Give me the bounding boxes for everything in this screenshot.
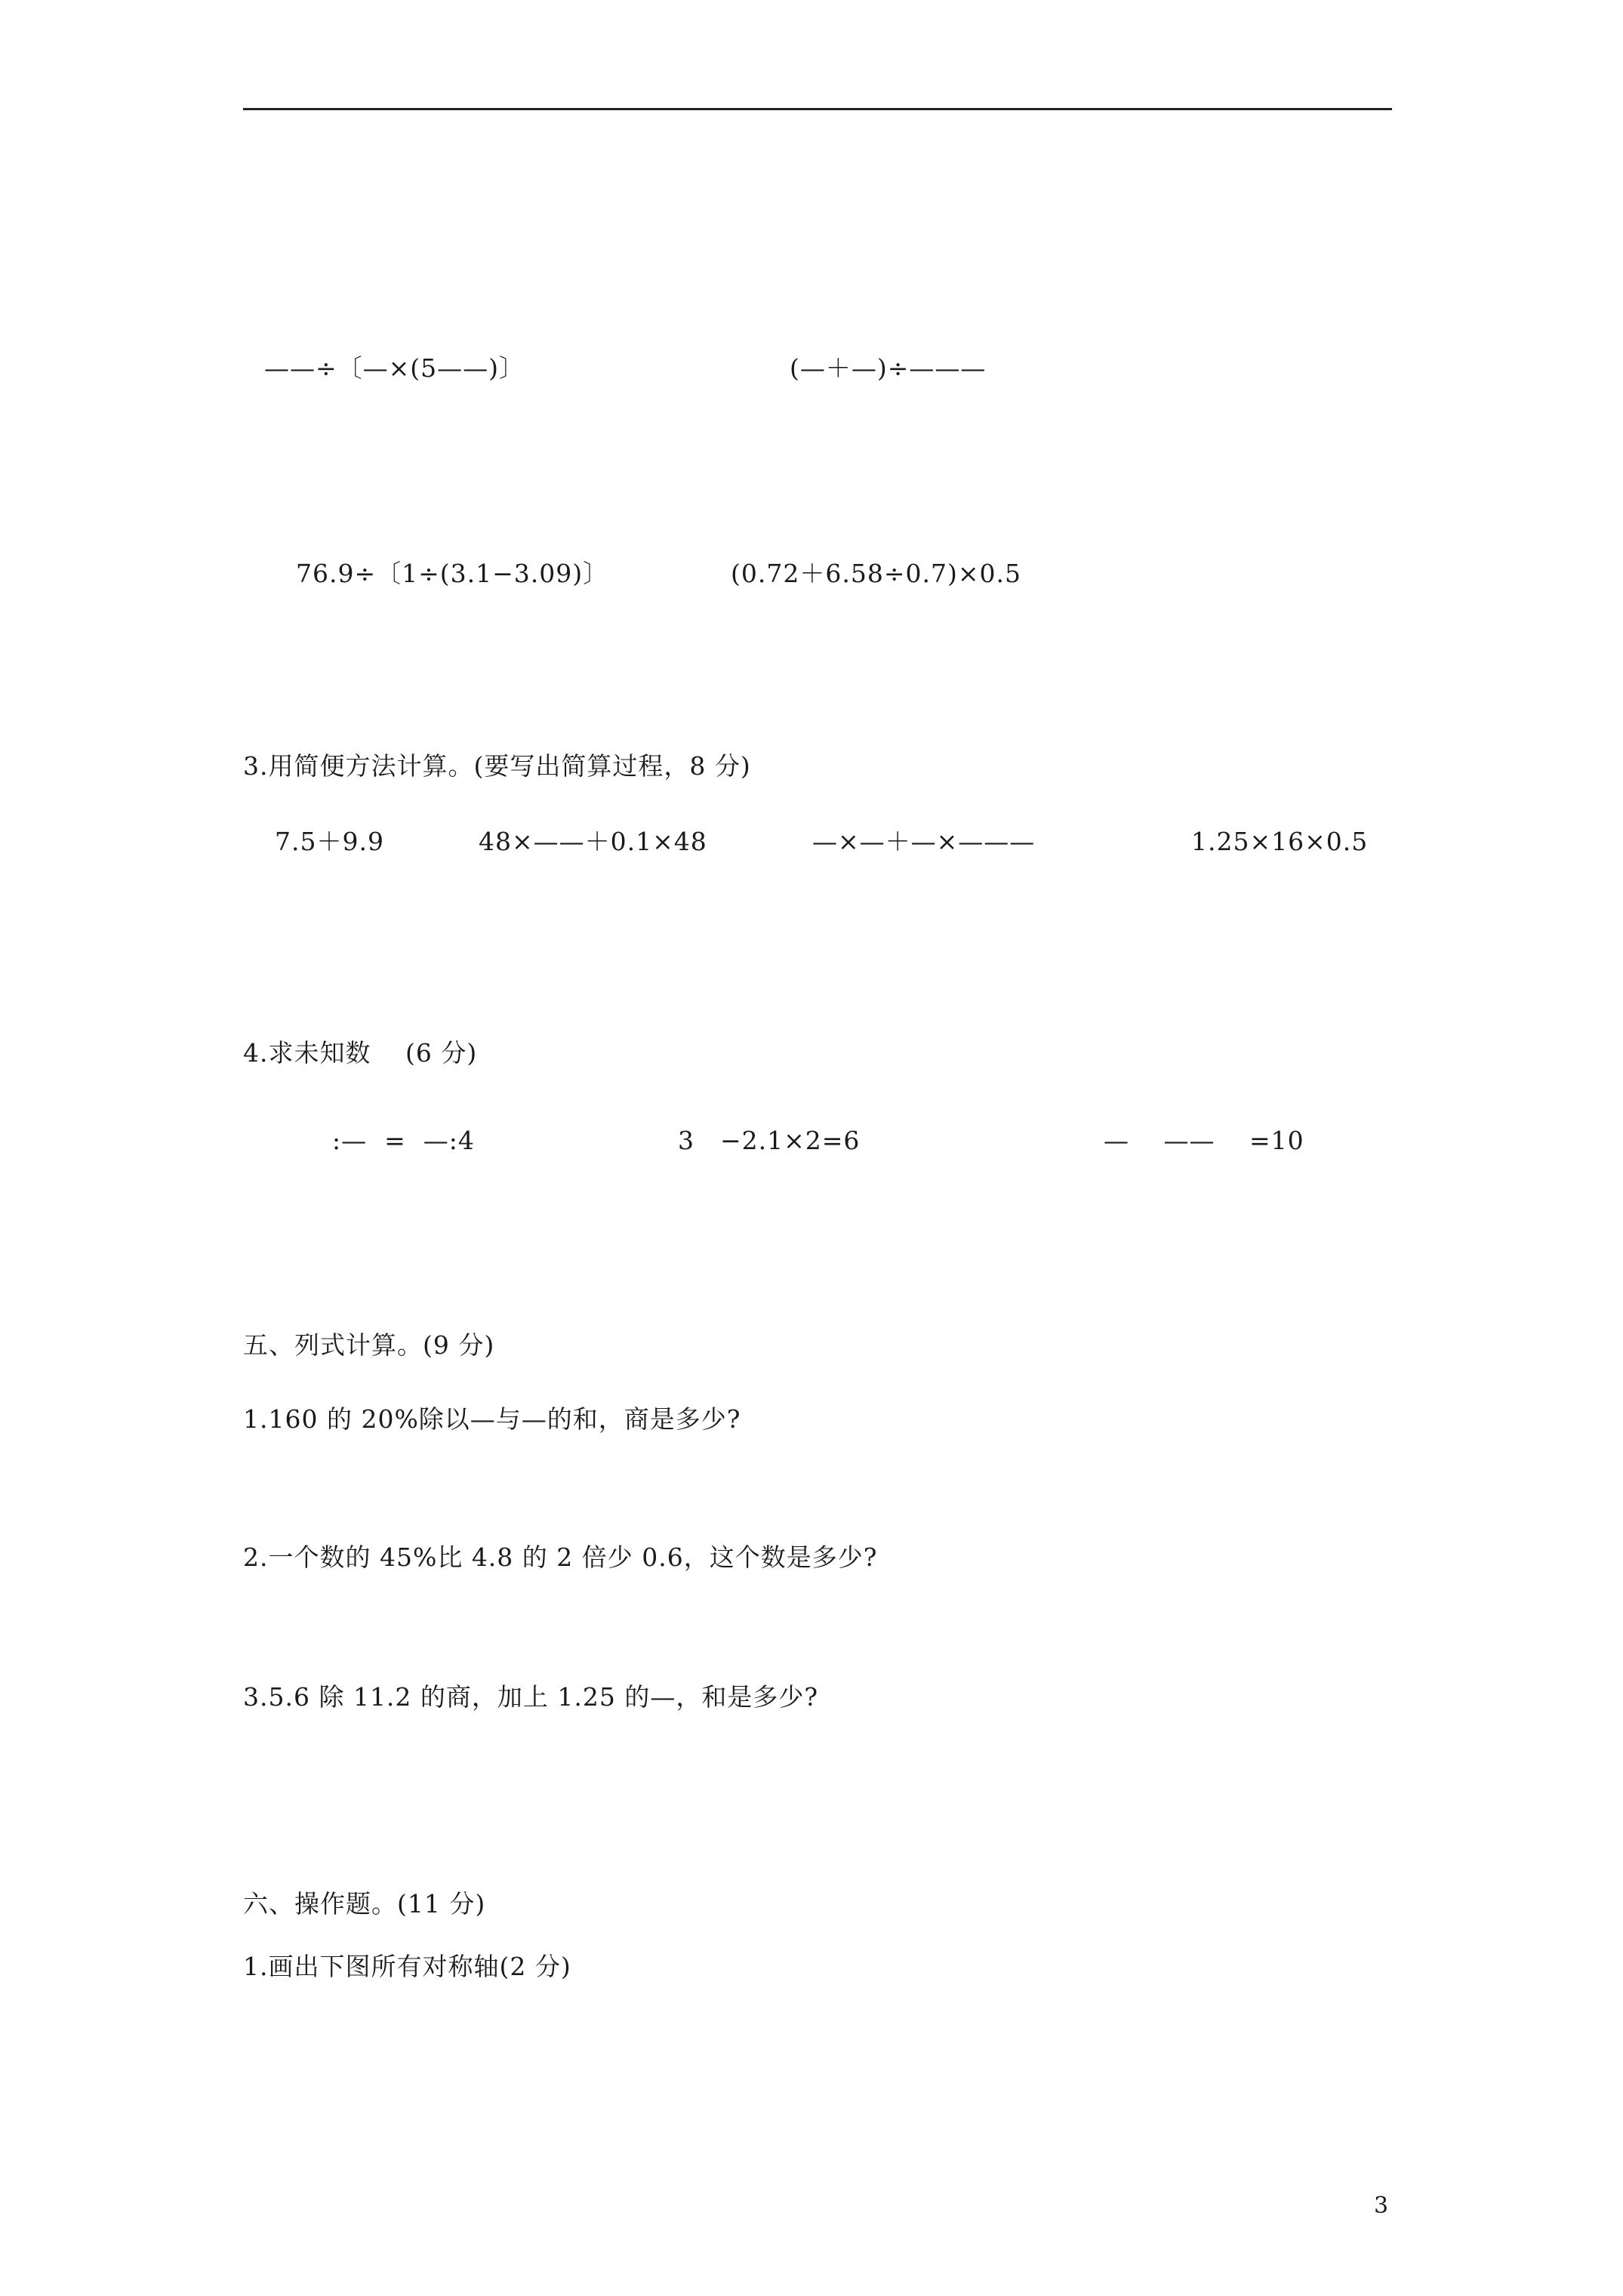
question-item: 1.160 的 20%除以—与—的和，商是多少? [243, 1404, 741, 1434]
section-title: 3.用简便方法计算。(要写出简算过程，8 分) [243, 751, 751, 781]
expression-item: ——÷〔—×(5——)〕 [264, 353, 525, 383]
question-item: 3.5.6 除 11.2 的商，加上 1.25 的—，和是多少? [243, 1682, 819, 1712]
expression-item: 48×——＋0.1×48 [479, 827, 707, 856]
expression-item: 7.5＋9.9 [275, 827, 384, 856]
question-item: 2.一个数的 45%比 4.8 的 2 倍少 0.6，这个数是多少? [243, 1542, 878, 1572]
equation-item: :— = —:4 [332, 1126, 475, 1155]
expression-item: (—＋—)÷——— [790, 353, 987, 383]
page-number: 3 [1374, 2193, 1389, 2219]
expression-item: 76.9÷〔1÷(3.1−3.09)〕 [296, 559, 609, 588]
question-item: 1.画出下图所有对称轴(2 分) [243, 1952, 571, 1981]
expression-item: 1.25×16×0.5 [1191, 827, 1369, 856]
section-title: 六、操作题。(11 分) [243, 1889, 486, 1918]
equation-item: 3 −2.1×2=6 [678, 1126, 861, 1155]
header-rule [243, 108, 1392, 110]
expression-item: (0.72＋6.58÷0.7)×0.5 [731, 559, 1021, 588]
equation-item: — —— =10 [1104, 1126, 1304, 1155]
section-title: 4.求未知数 (6 分) [243, 1038, 478, 1068]
section-title: 五、列式计算。(9 分) [243, 1330, 495, 1360]
expression-item: —×—＋—×——— [812, 827, 1036, 856]
